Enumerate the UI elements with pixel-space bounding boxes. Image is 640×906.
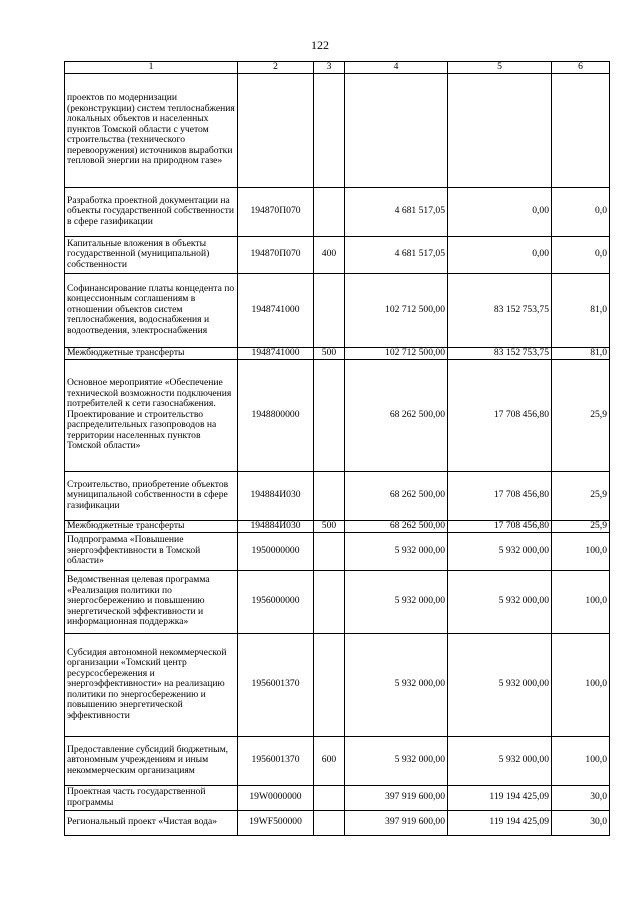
row-exec-cell: 17 708 456,80 xyxy=(448,471,552,520)
table-header-row xyxy=(65,62,610,74)
row-exec-cell: 119 194 425,09 xyxy=(448,810,552,835)
row-exec-cell: 5 932 000,00 xyxy=(448,736,552,785)
page-number: 122 xyxy=(311,38,329,52)
row-exec-cell: 0,00 xyxy=(448,236,552,273)
row-code-cell: 1948741000 xyxy=(238,347,314,359)
column-header: 1 xyxy=(65,62,238,74)
row-name-cell: Строительство, приобретение объектов муниципальной собственности в сфере газификации xyxy=(65,471,238,520)
row-percent-cell: 25,9 xyxy=(552,359,610,471)
row-plan-cell: 5 932 000,00 xyxy=(345,633,448,736)
row-percent-cell: 30,0 xyxy=(552,810,610,835)
row-name-cell: Разработка проектной документации на объекты государственной собственности в сфере газификации xyxy=(65,187,238,236)
table-row xyxy=(65,359,610,471)
row-code-cell: 19W0000000 xyxy=(238,785,314,810)
row-percent-cell: 0,0 xyxy=(552,187,610,236)
column-header: 6 xyxy=(552,62,610,74)
table-row xyxy=(65,73,610,187)
row-code-cell: 1956000000 xyxy=(238,570,314,633)
table-row xyxy=(65,736,610,785)
row-percent-cell: 81,0 xyxy=(552,273,610,347)
row-exec-cell: 119 194 425,09 xyxy=(448,785,552,810)
column-header: 3 xyxy=(314,62,345,74)
table-row xyxy=(65,347,610,359)
table-row xyxy=(65,236,610,273)
row-name-cell: Проектная часть государственной программы xyxy=(65,785,238,810)
row-exec-cell: 5 932 000,00 xyxy=(448,532,552,570)
row-exec-cell: 5 932 000,00 xyxy=(448,633,552,736)
row-exec-cell: 17 708 456,80 xyxy=(448,520,552,532)
row-type-cell xyxy=(314,785,345,810)
row-percent-cell: 100,0 xyxy=(552,570,610,633)
table-row xyxy=(65,785,610,810)
row-percent-cell xyxy=(552,73,610,187)
row-percent-cell: 100,0 xyxy=(552,532,610,570)
row-name-cell: Основное мероприятие «Обеспечение технической возможности подключения потребителей к сети газоснабжения. Проектирование и строительство распределительных газопроводов на территории населенных пунктов Томской области» xyxy=(65,359,238,471)
row-type-cell xyxy=(314,359,345,471)
row-type-cell xyxy=(314,810,345,835)
row-name-cell: Межбюджетные трансферты xyxy=(65,520,238,532)
row-exec-cell: 83 152 753,75 xyxy=(448,347,552,359)
table-row xyxy=(65,532,610,570)
column-header: 5 xyxy=(448,62,552,74)
table-row xyxy=(65,520,610,532)
row-name-cell: Подпрограмма «Повышение энергоэффективности в Томской области» xyxy=(65,532,238,570)
row-code-cell: 194870П070 xyxy=(238,187,314,236)
row-code-cell: 194884И030 xyxy=(238,520,314,532)
row-type-cell xyxy=(314,273,345,347)
row-exec-cell: 0,00 xyxy=(448,187,552,236)
row-percent-cell: 30,0 xyxy=(552,785,610,810)
table-row xyxy=(65,187,610,236)
row-percent-cell: 100,0 xyxy=(552,736,610,785)
row-type-cell xyxy=(314,73,345,187)
table-row xyxy=(65,273,610,347)
row-code-cell: 194884И030 xyxy=(238,471,314,520)
row-name-cell: Капитальные вложения в объекты государственной (муниципальной) собственности xyxy=(65,236,238,273)
row-name-cell: Софинансирование платы концедента по концессионным соглашениям в отношении объектов систем теплоснабжения, водоснабжения и водоотведения, электроснабжения xyxy=(65,273,238,347)
budget-table xyxy=(64,61,610,836)
table-row xyxy=(65,570,610,633)
row-plan-cell: 102 712 500,00 xyxy=(345,273,448,347)
row-exec-cell xyxy=(448,73,552,187)
row-name-cell: Региональный проект «Чистая вода» xyxy=(65,810,238,835)
row-name-cell: Предоставление субсидий бюджетным, автономным учреждениям и иным некоммерческим организациям xyxy=(65,736,238,785)
row-type-cell: 500 xyxy=(314,347,345,359)
row-name-cell: Ведомственная целевая программа «Реализация политики по энергосбережению и повышению энергетической эффективности и информационная поддержка» xyxy=(65,570,238,633)
row-type-cell: 500 xyxy=(314,520,345,532)
row-percent-cell: 100,0 xyxy=(552,633,610,736)
row-plan-cell xyxy=(345,73,448,187)
row-plan-cell: 397 919 600,00 xyxy=(345,810,448,835)
row-plan-cell: 68 262 500,00 xyxy=(345,359,448,471)
row-type-cell xyxy=(314,532,345,570)
row-code-cell: 1948800000 xyxy=(238,359,314,471)
row-plan-cell: 5 932 000,00 xyxy=(345,570,448,633)
row-type-cell xyxy=(314,187,345,236)
row-plan-cell: 4 681 517,05 xyxy=(345,187,448,236)
row-code-cell: 1950000000 xyxy=(238,532,314,570)
row-plan-cell: 102 712 500,00 xyxy=(345,347,448,359)
row-type-cell: 600 xyxy=(314,736,345,785)
row-name-cell: Субсидия автономной некоммерческой организации «Томский центр ресурсосбережения и энергоэффективности» на реализацию политики по энергосбережению и повышению энергетической эффективности xyxy=(65,633,238,736)
row-plan-cell: 5 932 000,00 xyxy=(345,736,448,785)
row-code-cell: 1956001370 xyxy=(238,736,314,785)
row-plan-cell: 68 262 500,00 xyxy=(345,471,448,520)
row-type-cell xyxy=(314,570,345,633)
row-plan-cell: 5 932 000,00 xyxy=(345,532,448,570)
row-percent-cell: 25,9 xyxy=(552,520,610,532)
row-type-cell xyxy=(314,471,345,520)
column-header: 2 xyxy=(238,62,314,74)
row-plan-cell: 4 681 517,05 xyxy=(345,236,448,273)
row-type-cell: 400 xyxy=(314,236,345,273)
row-code-cell: 194870П070 xyxy=(238,236,314,273)
table-row xyxy=(65,471,610,520)
row-percent-cell: 25,9 xyxy=(552,471,610,520)
table-row xyxy=(65,633,610,736)
row-code-cell xyxy=(238,73,314,187)
table-row xyxy=(65,810,610,835)
row-exec-cell: 17 708 456,80 xyxy=(448,359,552,471)
row-code-cell: 19WF500000 xyxy=(238,810,314,835)
row-code-cell: 1956001370 xyxy=(238,633,314,736)
row-plan-cell: 68 262 500,00 xyxy=(345,520,448,532)
row-name-cell: проектов по модернизации (реконструкции) систем теплоснабжения локальных объектов и населенных пунктов Томской области с учетом строительства (технического перевооружения) источников выработки тепловой энергии на природном газе» xyxy=(65,73,238,187)
row-percent-cell: 81,0 xyxy=(552,347,610,359)
row-type-cell xyxy=(314,633,345,736)
row-name-cell: Межбюджетные трансферты xyxy=(65,347,238,359)
row-code-cell: 1948741000 xyxy=(238,273,314,347)
row-exec-cell: 5 932 000,00 xyxy=(448,570,552,633)
row-percent-cell: 0,0 xyxy=(552,236,610,273)
row-plan-cell: 397 919 600,00 xyxy=(345,785,448,810)
column-header: 4 xyxy=(345,62,448,74)
row-exec-cell: 83 152 753,75 xyxy=(448,273,552,347)
